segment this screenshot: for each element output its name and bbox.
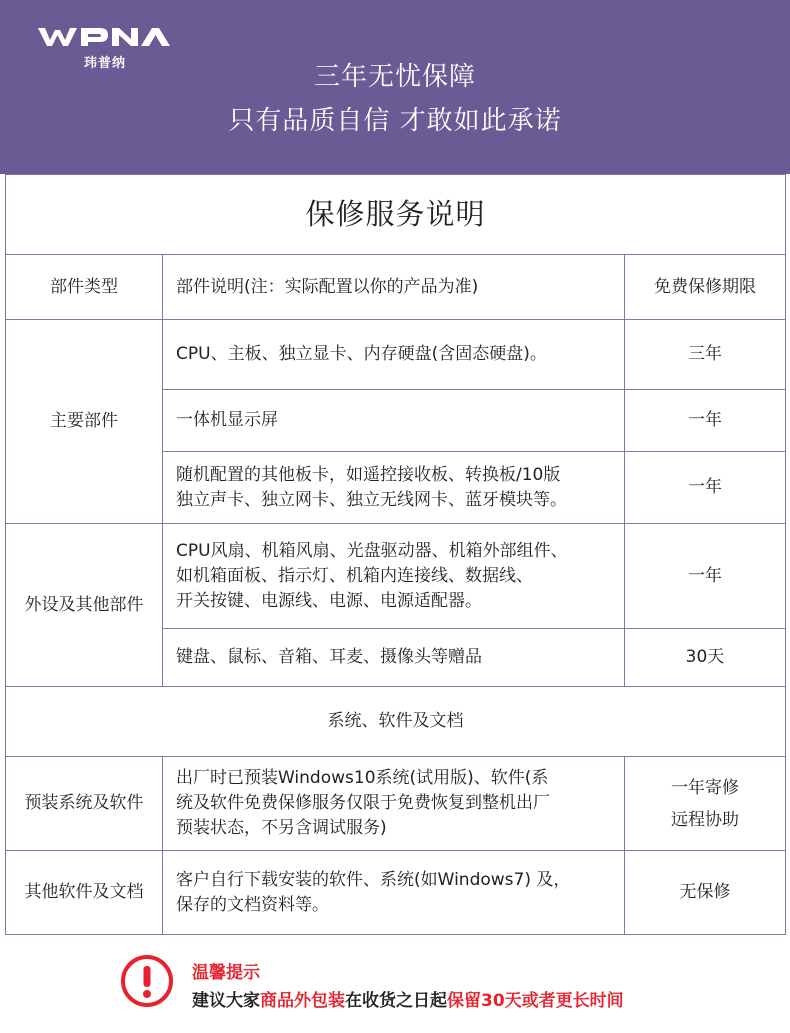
desc-line: 一体机显示屏 xyxy=(176,410,278,430)
part-desc-cell xyxy=(163,320,625,390)
table-row xyxy=(6,757,786,851)
group-label-main: 主要部件 xyxy=(6,320,163,524)
table-header-row xyxy=(6,255,786,320)
period-line: 无保修 xyxy=(679,882,731,902)
group-label-preinstalled: 预装系统及软件 xyxy=(6,757,163,851)
brand-logo xyxy=(38,26,180,48)
part-desc-cell xyxy=(163,851,625,935)
part-desc-cell xyxy=(163,629,625,687)
period-cell xyxy=(625,452,786,524)
period-line: 一年寄修 xyxy=(671,777,739,798)
desc-line: 如机箱面板、指示灯、机箱内连接线、数据线、 xyxy=(176,565,533,586)
desc-line: CPU、主板、独立显卡、内存硬盘(含固态硬盘)。 xyxy=(176,344,547,364)
notice-seg-3: 在收货之日起 xyxy=(345,991,447,1011)
desc-line: CPU风扇、机箱风扇、光盘驱动器、机箱外部组件、 xyxy=(176,540,568,561)
group-label-other-software: 其他软件及文档 xyxy=(6,851,163,935)
period-cell xyxy=(625,320,786,390)
desc-line: 客户自行下载安装的软件、系统(如Windows7) 及， xyxy=(176,869,571,890)
part-desc-cell xyxy=(163,452,625,524)
period-cell xyxy=(625,629,786,687)
header-part-desc: 部件说明(注：实际配置以你的产品为准) xyxy=(163,255,625,320)
desc-line: 随机配置的其他板卡，如遥控接收板、转换板/10版 xyxy=(176,464,561,485)
slogan-line-1: 三年无忧保障 xyxy=(313,62,476,92)
table-title-row xyxy=(6,175,786,255)
header-banner xyxy=(0,0,790,174)
desc-line: 出厂时已预装Windows10系统(试用版)、软件(系 xyxy=(176,768,549,788)
header-warranty-period: 免费保修期限 xyxy=(625,255,786,320)
exclamation-circle-icon xyxy=(120,954,174,1008)
table-row xyxy=(6,851,786,935)
desc-line: 开关按键、电源线、电源、电源适配器。 xyxy=(176,590,482,611)
brand-subtitle: 玮普纳 xyxy=(84,56,127,71)
notice-text xyxy=(192,986,624,1011)
period-cell xyxy=(625,851,786,935)
section-row xyxy=(6,687,786,757)
group-label-peripheral: 外设及其他部件 xyxy=(6,524,163,687)
desc-line: 预装状态，不另含调试服务) xyxy=(176,818,387,838)
period-line: 30天 xyxy=(685,647,725,667)
notice-title: 温馨提示 xyxy=(192,963,260,983)
section-label: 系统、软件及文档 xyxy=(6,687,786,757)
period-line: 远程协助 xyxy=(671,809,739,830)
period-cell xyxy=(625,390,786,452)
desc-line: 独立声卡、独立网卡、独立无线网卡、蓝牙模块等。 xyxy=(176,489,567,510)
table-row xyxy=(6,320,786,390)
period-cell xyxy=(625,524,786,629)
period-line: 一年 xyxy=(688,565,722,586)
part-desc-cell xyxy=(163,524,625,629)
table-title: 保修服务说明 xyxy=(6,175,786,255)
period-line: 一年 xyxy=(688,477,722,497)
warranty-table xyxy=(5,174,786,935)
period-line: 三年 xyxy=(688,344,722,364)
wpna-logo-icon xyxy=(38,26,180,48)
slogan-line-2: 只有品质自信 才敢如此承诺 xyxy=(228,106,562,136)
desc-line: 保存的文档资料等。 xyxy=(176,894,329,915)
part-desc-cell xyxy=(163,390,625,452)
notice-seg-1: 建议大家 xyxy=(192,991,260,1011)
part-desc-cell xyxy=(163,757,625,851)
notice-seg-2: 商品外包装 xyxy=(260,991,345,1011)
period-cell xyxy=(625,757,786,851)
table-row xyxy=(6,524,786,629)
header-part-type: 部件类型 xyxy=(6,255,163,320)
period-line: 一年 xyxy=(688,410,722,430)
desc-line: 统及软件免费保修服务仅限于免费恢复到整机出厂 xyxy=(176,793,550,813)
notice-seg-4: 保留30天或者更长时间 xyxy=(447,991,624,1011)
desc-line: 键盘、鼠标、音箱、耳麦、摄像头等赠品 xyxy=(176,647,482,667)
